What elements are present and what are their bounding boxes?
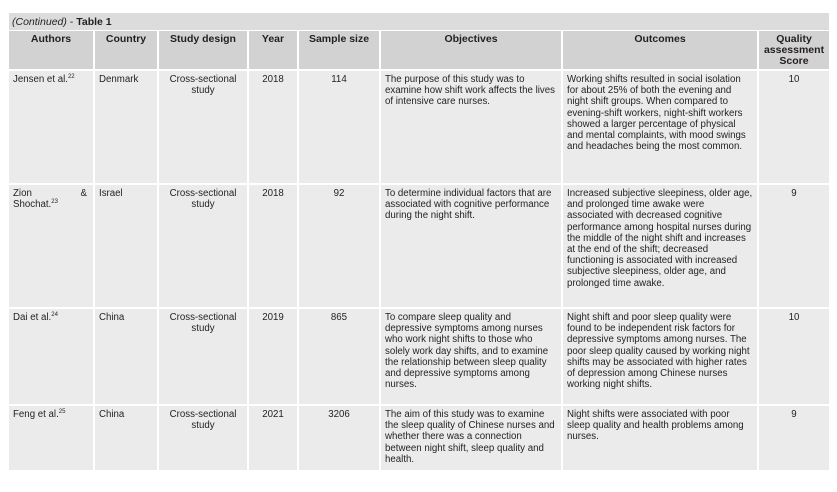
col-header-year: Year <box>247 31 297 71</box>
cell-country: China <box>93 309 157 406</box>
cell-objectives: The purpose of this study was to examine how shift work affects the lives of intensive care nurses. <box>379 71 561 185</box>
cell-study-design: Cross-sectional study <box>157 406 247 472</box>
cell-author: Jensen et al.$^{22}$ <box>9 71 93 185</box>
cell-year: 2019 <box>247 309 297 406</box>
cell-author: Zion & Shochat.$^{23}$ <box>9 185 93 309</box>
col-header-sample-size: Sample size <box>297 31 379 71</box>
reference-superscript: 25 <box>58 408 66 415</box>
caption-continued: (Continued) <box>12 16 67 28</box>
studies-table <box>9 31 829 472</box>
cell-quality-score: 9 <box>757 185 829 309</box>
author-line: Zion & <box>13 188 87 199</box>
col-header-study-design: Study design <box>157 31 247 71</box>
reference-superscript: 24 <box>51 311 58 318</box>
cell-study-design: Cross-sectional study <box>157 309 247 406</box>
cell-country: China <box>93 406 157 472</box>
cell-objectives: To compare sleep quality and depressive symptoms among nurses who work night shifts to those who solely work day shifts, and to examine the relationship between sleep quality and depressive symptoms among nurses. <box>379 309 561 406</box>
cell-objectives: The aim of this study was to examine the sleep quality of Chinese nurses and whether there was a connection between night shift, sleep quality and health. <box>379 406 561 472</box>
cell-study-design: Cross-sectional study <box>157 71 247 185</box>
cell-outcomes: Increased subjective sleepiness, older age, and prolonged time awake were associated with decreased cognitive performance among hospital nurses during the middle of the night shift and increases at the end of the shift; decreased functioning is associated with increased subjective sleepiness, older age, and prolonged time awake. <box>561 185 757 309</box>
header-row <box>9 31 829 71</box>
col-header-quality-score: Quality assessment Score <box>757 31 829 71</box>
cell-country: Denmark <box>93 71 157 185</box>
cell-year: 2021 <box>247 406 297 472</box>
table-row <box>9 309 829 406</box>
cell-quality-score: 10 <box>757 71 829 185</box>
table-row <box>9 406 829 472</box>
cell-year: 2018 <box>247 71 297 185</box>
cell-quality-score: 10 <box>757 309 829 406</box>
cell-author: Feng et al.$^{25}$ <box>9 406 93 472</box>
col-header-authors: Authors <box>9 31 93 71</box>
cell-country: Israel <box>93 185 157 309</box>
table-row <box>9 71 829 185</box>
cell-objectives: To determine individual factors that are associated with cognitive performance during the night shift. <box>379 185 561 309</box>
caption-separator: - <box>66 16 77 28</box>
cell-study-design: Cross-sectional study <box>157 185 247 309</box>
table-container <box>9 13 829 472</box>
col-header-outcomes: Outcomes <box>561 31 757 71</box>
caption-table-label: Table 1 <box>76 16 112 28</box>
reference-superscript: 23 <box>51 198 58 205</box>
table-row <box>9 185 829 309</box>
cell-outcomes: Working shifts resulted in social isolation for about 25% of both the evening and night shift groups. When compared to evening-shift workers, night-shift workers showed a larger percentage of physical and mental complaints, with mood swings and headaches being the most common. <box>561 71 757 185</box>
reference-superscript: 22 <box>67 73 75 80</box>
cell-quality-score: 9 <box>757 406 829 472</box>
cell-sample-size: 3206 <box>297 406 379 472</box>
cell-sample-size: 865 <box>297 309 379 406</box>
cell-author: Dai et al.$^{24}$ <box>9 309 93 406</box>
cell-sample-size: 92 <box>297 185 379 309</box>
cell-sample-size: 114 <box>297 71 379 185</box>
cell-outcomes: Night shifts were associated with poor sleep quality and health problems among nurses. <box>561 406 757 472</box>
table-caption <box>9 13 829 31</box>
cell-year: 2018 <box>247 185 297 309</box>
col-header-objectives: Objectives <box>379 31 561 71</box>
cell-outcomes: Night shift and poor sleep quality were found to be independent risk factors for depressive symptoms among nurses. The poor sleep quality caused by working night shifts may be associated with higher rates of depression among Chinese nurses working night shifts. <box>561 309 757 406</box>
col-header-country: Country <box>93 31 157 71</box>
